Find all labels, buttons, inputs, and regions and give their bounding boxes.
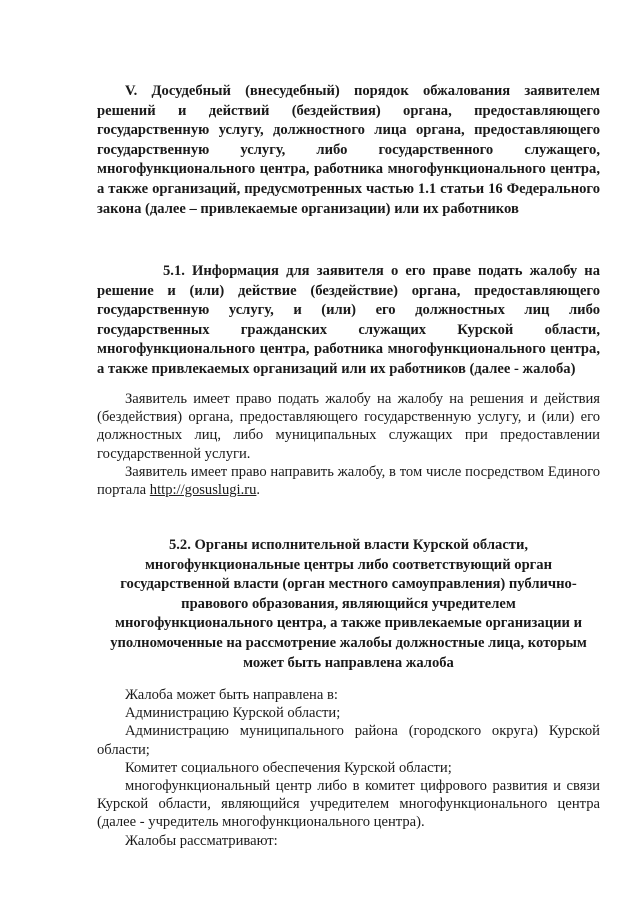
section-5-2-item-3: Комитет социального обеспечения Курской области; [125,759,452,776]
section-5-2-title-line-2: многофункциональные центры либо соответствующий орган [144,556,553,573]
section-5-2-title-line-6: уполномоченные на рассмотрение жалобы должностные лица, которым [110,634,587,651]
section-5-2-title-line-7: может быть направлена жалоба [243,654,454,671]
section-v-heading [97,82,600,219]
section-5-2-body [97,686,600,850]
section-5-2-intro: Жалоба может быть направлена в: [125,687,338,703]
gosuslugi-link[interactable]: http://gosuslugi.ru [149,482,257,499]
section-5-1-paragraph-1: Заявитель имеет право подать жалобу на жалобу на решения и действия (бездействия) органа, предоставляющего государственную услугу, и (или) его должностных лиц, либо муниципальных служащих при предоставлении государственной услуги. [97,391,600,462]
section-5-1-paragraph-2-text: Заявитель имеет право направить жалобу, в том числе посредством Единого портала [97,463,600,499]
section-5-1-title: 5.1. Информация для заявителя о его праве подать жалобу на решение и (или) действие (бездействие) органа, предоставляющего государственную услугу, и (или) его должностных лиц либо государственных гражданских служащих Курской области, многофункционального центра, работника многофункционального центра, а также привлекаемых организаций или их работников (далее - жалоба) [97,263,600,377]
section-5-2-title-line-3: государственной власти (орган местного самоуправления) публично- [120,576,577,593]
section-5-2-title-line-1: 5.2. Органы исполнительной власти Курской области, [168,537,529,553]
section-5-2-item-1: Администрацию Курской области; [125,705,341,722]
section-5-1-paragraph-2 [97,463,600,499]
section-5-2-title-line-5: многофункционального центра, а также привлекаемые организации и [115,615,582,632]
section-5-2-closing: Жалобы рассматривают: [125,832,278,849]
section-5-2-item-4: многофункциональный центр либо в комитет цифрового развития и связи Курской области, являющийся учредителем многофункционального центра (далее - учредитель многофункционального центра). [97,778,600,831]
section-5-2-item-2: Администрацию муниципального района (городского округа) Курской области; [97,723,600,758]
section-5-2-heading [97,536,600,673]
section-v-title: V. Досудебный (внесудебный) порядок обжалования заявителем решений и действий (бездействия) органа, предоставляющего государственную услугу, должностного лица органа, предоставляющего государственную услугу, либо государственного служащего, многофункционального центра, работника многофункционального центра, а также организаций, предусмотренных частью 1.1 статьи 16 Федерального закона (далее – привлекаемые организации) или их работников [97,83,600,217]
section-5-1-paragraph-2-suffix: . [256,482,261,499]
section-5-2-title-line-4: правового образования, являющийся учредителем [181,595,516,612]
section-5-1-body [97,390,600,499]
section-5-1-heading [97,262,600,380]
